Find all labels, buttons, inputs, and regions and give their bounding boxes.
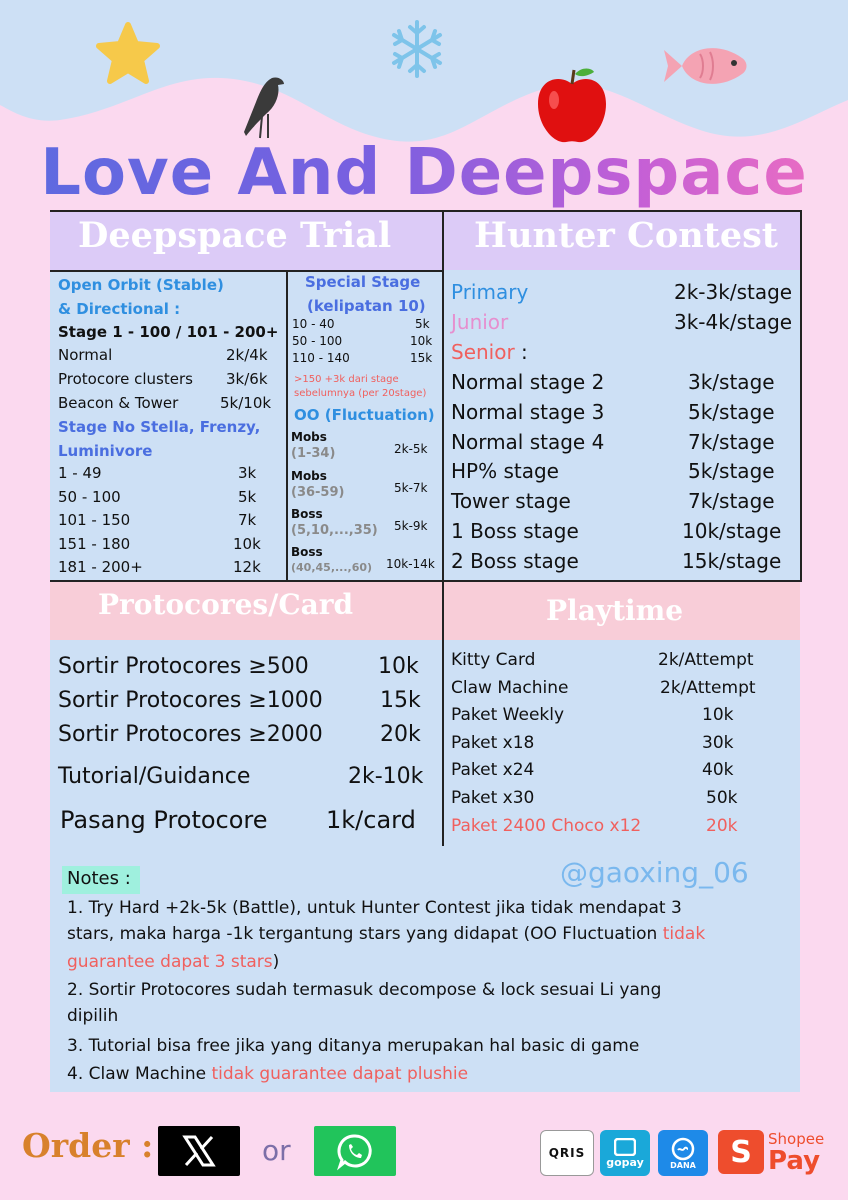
playtime-row-label: Paket 2400 Choco x12 xyxy=(451,815,642,836)
oo-row-sub: (36-59) xyxy=(291,485,345,500)
protocores-row-label: Tutorial/Guidance xyxy=(58,764,251,789)
deepspace-row-label: Beacon & Tower xyxy=(58,394,179,412)
hunter-row-label: Normal stage 2 xyxy=(451,370,605,394)
playtime-row-price: 2k/Attempt xyxy=(658,650,754,670)
level-row-label: 151 - 180 xyxy=(58,534,131,553)
special-note-2: sebelumnya (per 20stage) xyxy=(294,388,427,399)
hunter-senior xyxy=(451,340,528,364)
hunter-row-price: 5k/stage xyxy=(688,399,775,424)
qris-badge xyxy=(540,1130,594,1176)
hunter-junior-price: 3k-4k/stage xyxy=(674,310,793,334)
special-note-1: >150 +3k dari stage xyxy=(294,374,399,385)
snowflake-icon xyxy=(386,18,448,80)
fish-icon xyxy=(660,36,752,96)
level-row-price: 7k xyxy=(238,511,257,529)
playtime-row-price: 2k/Attempt xyxy=(660,677,756,698)
hunter-row-price: 15k/stage xyxy=(682,548,782,573)
note-1b-text: stars, maka harga -1k tergantung stars yang didapat (OO Fluctuation xyxy=(67,924,663,944)
level-row-label: 101 - 150 xyxy=(58,511,131,529)
deepspace-row-label: Normal xyxy=(58,346,113,364)
stage-range: Stage 1 - 100 / 101 - 200+ xyxy=(58,323,279,341)
gopay-badge xyxy=(600,1130,650,1176)
hunter-header: Hunter Contest xyxy=(474,215,778,256)
deepspace-row-label: Protocore clusters xyxy=(58,370,193,388)
apple-icon xyxy=(532,64,612,146)
hunter-row-price: 7k/stage xyxy=(688,489,775,514)
playtime-row-price: 30k xyxy=(702,732,734,753)
note-2b: dipilih xyxy=(67,1006,119,1026)
protocores-header: Protocores/Card xyxy=(98,588,354,621)
special-row-label: 10 - 40 xyxy=(292,317,335,331)
deepspace-row-price: 5k/10k xyxy=(220,394,272,412)
level-row-label: 181 - 200+ xyxy=(58,558,143,576)
playtime-row-label: Claw Machine xyxy=(451,677,569,698)
deepspace-row-price: 3k/6k xyxy=(226,370,268,388)
open-orbit-title: Open Orbit (Stable) xyxy=(58,276,224,294)
note-4 xyxy=(67,1064,468,1084)
crow-icon xyxy=(238,72,290,146)
qris-text: QRIS xyxy=(548,1146,586,1160)
shopee-text: Shopee xyxy=(768,1130,825,1148)
divider xyxy=(286,270,288,580)
playtime-row-label: Paket x30 xyxy=(451,788,535,808)
special-row-label: 110 - 140 xyxy=(292,351,350,365)
hunter-row-label: 1 Boss stage xyxy=(451,519,579,543)
divider xyxy=(800,210,802,582)
note-1c xyxy=(67,952,279,972)
special-row-price: 15k xyxy=(410,351,433,365)
note-1c-red: guarantee dapat 3 stars xyxy=(67,952,273,972)
deepspace-row-price: 2k/4k xyxy=(226,346,268,364)
whatsapp-button[interactable] xyxy=(314,1126,396,1176)
oo-row-sub: (40,45,...,60) xyxy=(291,561,373,574)
hunter-junior-label: Junior xyxy=(451,310,509,334)
level-row-price: 10k xyxy=(233,534,261,553)
whatsapp-icon xyxy=(335,1131,375,1171)
oo-row-price: 5k-9k xyxy=(394,519,428,533)
level-row-label: 50 - 100 xyxy=(58,487,121,506)
wallet-icon xyxy=(614,1138,636,1156)
no-stella-title: Stage No Stella, Frenzy, xyxy=(58,418,261,436)
x-logo-icon xyxy=(179,1131,219,1171)
no-stella-subtitle: Luminivore xyxy=(58,442,153,460)
oo-row-sub: (5,10,...,35) xyxy=(291,523,378,538)
playtime-row-label: Paket Weekly xyxy=(451,705,565,726)
dana-badge xyxy=(658,1130,708,1176)
playtime-row-label: Paket x24 xyxy=(451,760,535,781)
playtime-row-price: 20k xyxy=(706,815,738,836)
special-row-price: 10k xyxy=(410,334,433,348)
playtime-row-label: Paket x18 xyxy=(451,732,535,753)
protocores-row-label: Pasang Protocore xyxy=(60,806,268,834)
hunter-row-price: 3k/stage xyxy=(688,370,775,394)
special-stage-title: Special Stage xyxy=(305,273,421,291)
level-row-price: 12k xyxy=(233,558,261,576)
protocores-row-price: 15k xyxy=(380,688,421,713)
shopee-s: S xyxy=(730,1134,752,1170)
protocores-row-label: Sortir Protocores ≥500 xyxy=(58,654,309,679)
oo-row-label: Boss xyxy=(291,545,323,559)
note-1a: 1. Try Hard +2k-5k (Battle), untuk Hunter Contest jika tidak mendapat 3 xyxy=(67,898,682,918)
note-4-red: tidak guarantee dapat plushie xyxy=(211,1064,469,1084)
protocores-row-price: 2k-10k xyxy=(348,764,424,789)
note-4-text: 4. Claw Machine xyxy=(67,1064,212,1084)
handle: @gaoxing_06 xyxy=(560,856,749,889)
hunter-primary-label: Primary xyxy=(451,280,529,304)
hunter-row-label: Normal stage 4 xyxy=(451,429,605,454)
playtime-row-label: Kitty Card xyxy=(451,650,536,670)
hunter-row-label: Tower stage xyxy=(451,489,571,514)
protocores-row-label: Sortir Protocores ≥1000 xyxy=(58,688,323,713)
level-row-price: 3k xyxy=(238,464,257,482)
playtime-row-price: 10k xyxy=(702,705,734,726)
shopee-bag-icon xyxy=(718,1130,764,1174)
gopay-text: gopay xyxy=(606,1155,644,1169)
hunter-row-price: 5k/stage xyxy=(688,459,775,484)
or-label: or xyxy=(262,1134,291,1167)
divider xyxy=(50,580,800,582)
level-row-price: 5k xyxy=(238,487,257,506)
star-icon xyxy=(96,22,160,86)
note-1b xyxy=(67,924,705,944)
pay-text: Pay xyxy=(768,1146,821,1176)
hunter-primary-price: 2k-3k/stage xyxy=(674,280,793,304)
divider xyxy=(50,210,800,212)
open-orbit-subtitle: & Directional : xyxy=(58,300,181,318)
oo-row-price: 10k-14k xyxy=(386,557,435,571)
protocores-row-price: 1k/card xyxy=(326,806,416,834)
note-2a: 2. Sortir Protocores sudah termasuk decompose & lock sesuai Li yang xyxy=(67,980,662,1000)
hunter-senior-label: Senior xyxy=(451,340,515,364)
divider xyxy=(50,270,442,272)
oo-title: OO (Fluctuation) xyxy=(294,406,435,424)
note-1b-red: tidak xyxy=(662,924,706,944)
oo-row-label: Boss xyxy=(291,507,323,521)
oo-row-price: 2k-5k xyxy=(394,442,428,456)
oo-row-label: Mobs xyxy=(291,430,327,444)
note-1c-end: ) xyxy=(272,952,280,972)
page-title: Love And Deepspace xyxy=(0,136,848,210)
notes-label: Notes : xyxy=(67,868,131,889)
oo-row-price: 5k-7k xyxy=(394,481,428,495)
protocores-row-price: 20k xyxy=(380,722,421,747)
hunter-senior-colon: : xyxy=(514,340,528,364)
special-row-label: 50 - 100 xyxy=(292,334,343,348)
playtime-header: Playtime xyxy=(546,594,684,627)
special-stage-subtitle: (kelipatan 10) xyxy=(307,297,426,315)
oo-row-label: Mobs xyxy=(291,469,327,483)
level-row-label: 1 - 49 xyxy=(58,464,102,482)
protocores-row-label: Sortir Protocores ≥2000 xyxy=(58,722,323,747)
order-label: Order : xyxy=(22,1126,154,1165)
oo-row-sub: (1-34) xyxy=(291,446,336,461)
hunter-row-price: 10k/stage xyxy=(682,519,782,543)
protocores-row-price: 10k xyxy=(378,654,419,679)
note-3: 3. Tutorial bisa free jika yang ditanya merupakan hal basic di game xyxy=(67,1036,640,1056)
x-button[interactable] xyxy=(158,1126,240,1176)
playtime-row-price: 50k xyxy=(706,788,738,808)
hunter-row-label: HP% stage xyxy=(451,459,559,484)
hunter-row-label: Normal stage 3 xyxy=(451,399,605,424)
hunter-row-price: 7k/stage xyxy=(688,429,775,454)
special-row-price: 5k xyxy=(415,317,430,331)
playtime-row-price: 40k xyxy=(702,760,734,781)
hunter-row-label: 2 Boss stage xyxy=(451,548,579,573)
dana-text: DANA xyxy=(670,1160,696,1170)
divider xyxy=(442,210,444,852)
dana-icon xyxy=(671,1137,695,1161)
deepspace-header: Deepspace Trial xyxy=(78,215,392,256)
